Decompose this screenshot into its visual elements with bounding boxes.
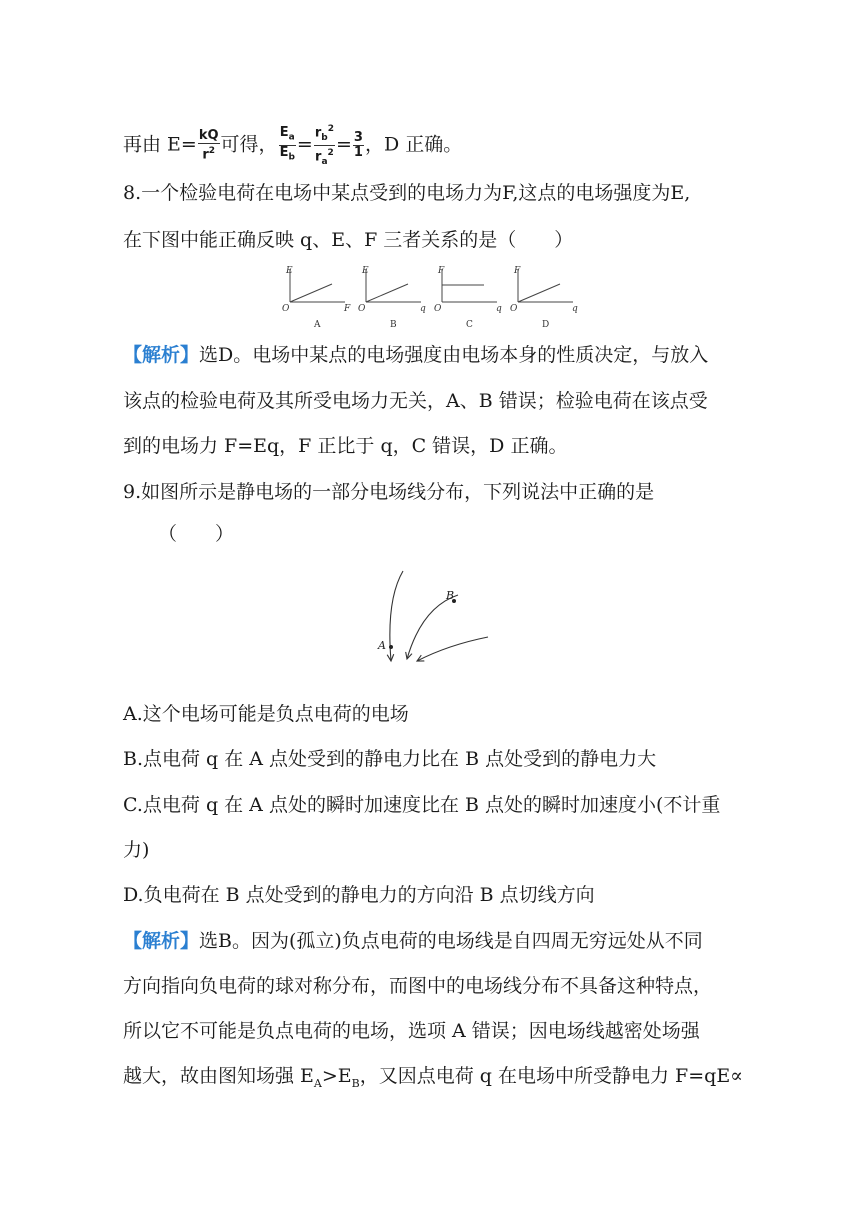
graph-C-origin: O — [434, 304, 442, 314]
point-a-dot — [389, 645, 393, 649]
question-8-line-1: 8.一个检验电荷在电场中某点受到的电场力为F,这点的电场强度为E, — [123, 182, 691, 204]
analysis-8-line-3: 到的电场力 F=Eq，F 正比于 q，C 错误，D 正确。 — [123, 435, 568, 457]
analysis-9-line-3: 所以它不可能是负点电荷的电场，选项 A 错误；因电场线越密处场强 — [123, 1020, 700, 1042]
graph-D-x-label: q — [572, 304, 578, 314]
field-line-3 — [417, 637, 488, 661]
graph-D-y-label: F — [514, 266, 521, 276]
fraction-rb-ra: $\frac{r_b^2}{r_a^2}$ — [314, 124, 334, 167]
analysis-9-line-1: 【解析】选B。因为(孤立)负点电荷的电场线是自四周无穷远处从不同 — [123, 930, 703, 952]
analysis-tag: 【解析】 — [123, 930, 200, 952]
fraction-ea-eb: $\frac{E_a}{E_b}$ — [279, 125, 295, 163]
question-9-line-2: （ ） — [158, 523, 235, 545]
option-a: A.这个电场可能是负点电荷的电场 — [123, 703, 409, 725]
question-9-line-1: 9.如图所示是静电场的一部分电场线分布，下列说法中正确的是 — [123, 481, 655, 503]
analysis-tag: 【解析】 — [123, 344, 200, 366]
graph-A-x-label: F — [344, 304, 351, 314]
analysis-8-line-2: 该点的检验电荷及其所受电场力无关，A、B 错误；检验电荷在该点受 — [123, 390, 708, 412]
fraction-three-one: $\frac{3}{1}$ — [353, 129, 363, 160]
graph-B-y-label: E — [362, 266, 369, 276]
analysis-9-line-4: 越大，故由图知场强 $E_A>E_B$，又因点电荷 q 在电场中所受静电力 F=qE∝ — [123, 1065, 744, 1090]
field-line-2 — [407, 595, 458, 659]
analysis-9-line-2: 方向指向负电荷的球对称分布，而图中的电场线分布不具备这种特点， — [123, 975, 713, 997]
graph-A-caption: A — [314, 320, 321, 330]
graph-D-origin: O — [510, 304, 518, 314]
graph-C-x-label: q — [496, 304, 502, 314]
graph-D-plot — [518, 284, 560, 302]
graph-A-origin: O — [282, 304, 290, 314]
graph-B-x-label: q — [420, 304, 426, 314]
formula-line: 再由 E= $\frac{kQ}{r^2}$ 可得， $\frac{E_a}{E_b}$ = $\frac{r_b^2}{r_a^2}$ = $\frac{3}{1}$ ，D 正确。 — [123, 124, 463, 167]
point-b-label: B — [446, 589, 455, 602]
graph-B-plot — [366, 284, 408, 302]
question-8-line-2: 在下图中能正确反映 q、E、F 三者关系的是（ ） — [123, 229, 574, 251]
formula-mid: 可得， — [220, 133, 278, 156]
q8-graphs — [280, 262, 590, 332]
graph-B-caption: B — [390, 320, 397, 330]
option-c-line-1: C.点电荷 q 在 A 点处的瞬时加速度比在 B 点处的瞬时加速度小(不计重 — [123, 794, 721, 816]
graph-B-origin: O — [358, 304, 366, 314]
graph-A-plot — [290, 284, 332, 302]
formula-suffix: ，D 正确。 — [364, 133, 463, 156]
graph-D-caption: D — [542, 320, 550, 330]
graph-C-y-label: F — [438, 266, 445, 276]
option-c-line-2: 力) — [123, 839, 150, 861]
fraction-kq-r2: $\frac{kQ}{r^2}$ — [198, 127, 219, 163]
formula-prefix: 再由 E= — [123, 133, 197, 156]
option-b: B.点电荷 q 在 A 点处受到的静电力比在 B 点处受到的静电力大 — [123, 748, 657, 770]
point-a-label: A — [378, 639, 386, 652]
field-line-diagram — [370, 565, 500, 675]
analysis-8-line-1: 【解析】选D。电场中某点的电场强度由电场本身的性质决定，与放入 — [123, 344, 709, 366]
graph-A-y-label: E — [286, 266, 293, 276]
graph-C-caption: C — [466, 320, 473, 330]
option-d: D.负电荷在 B 点处受到的静电力的方向沿 B 点切线方向 — [123, 884, 595, 906]
